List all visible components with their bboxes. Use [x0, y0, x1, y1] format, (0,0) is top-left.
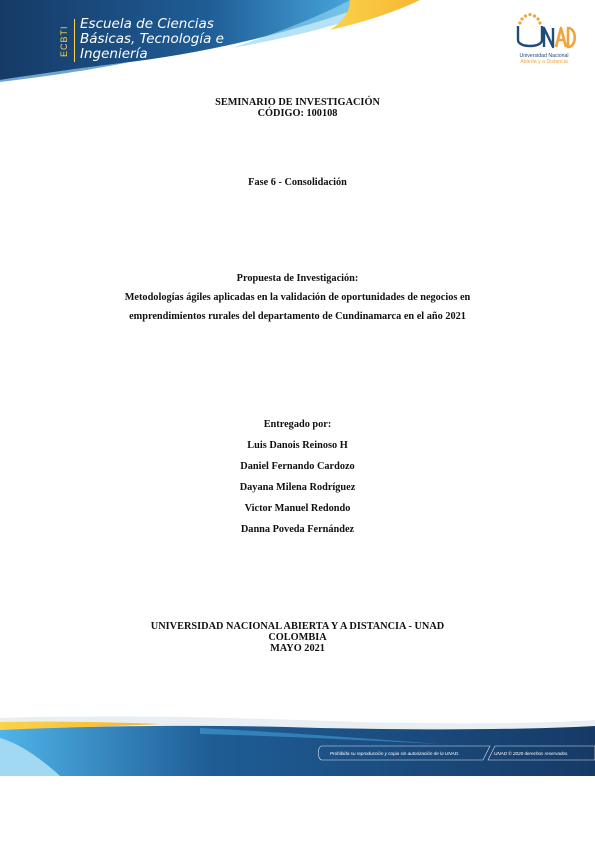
country: COLOMBIA — [268, 632, 327, 643]
phase-block — [0, 177, 595, 188]
school-name-line: Ingeniería — [80, 46, 148, 62]
ecbti-acronym: ECBTI — [59, 25, 69, 57]
copyright-notice: UNAD © 2020 derechos reservados. — [494, 751, 569, 756]
university-block — [0, 621, 595, 654]
proposal-heading: Propuesta de Investigación: — [236, 273, 359, 284]
unad-logo — [511, 12, 577, 72]
phase-title: Fase 6 - Consolidación — [248, 177, 347, 188]
proposal-title-line: emprendimientos rurales del departamento de Cundinamarca en el año 2021 — [129, 311, 466, 322]
course-code: CÓDIGO: 100108 — [257, 108, 338, 119]
header-banner — [0, 0, 595, 82]
school-name-line: Escuela de Ciencias — [80, 16, 214, 32]
footer-banner — [0, 708, 595, 776]
proposal-block — [0, 269, 595, 326]
school-name-line: Básicas, Tecnología e — [80, 31, 224, 47]
authors-block — [0, 414, 595, 540]
date: MAYO 2021 — [270, 643, 325, 654]
unad-logo-mark — [511, 12, 577, 52]
author-name: Danna Poveda Fernández — [240, 524, 355, 535]
rights-notice: Prohibida su reproducción y copia sin autorización de la UNAD. — [330, 751, 460, 756]
logo-subtitle: Abierta y a Distancia — [520, 59, 568, 65]
seminar-title: SEMINARIO DE INVESTIGACIÓN — [215, 97, 380, 108]
proposal-title-line: Metodologías ágiles aplicadas en la validación de oportunidades de negocios en — [124, 292, 471, 303]
header-divider — [74, 19, 75, 62]
author-name: Daniel Fernando Cardozo — [240, 461, 355, 472]
school-name — [80, 17, 224, 62]
footer-wave-graphic — [0, 708, 595, 776]
delivered-by-label: Entregado por: — [263, 419, 332, 430]
author-name: Victor Manuel Redondo — [244, 503, 351, 514]
university-name: UNIVERSIDAD NACIONAL ABIERTA Y A DISTANCIA - UNAD — [150, 621, 445, 632]
author-name: Dayana Milena Rodríguez — [239, 482, 356, 493]
seminar-block — [0, 97, 595, 119]
logo-subtitle: Universidad Nacional — [519, 53, 569, 59]
author-name: Luis Danois Reinoso H — [247, 440, 348, 451]
